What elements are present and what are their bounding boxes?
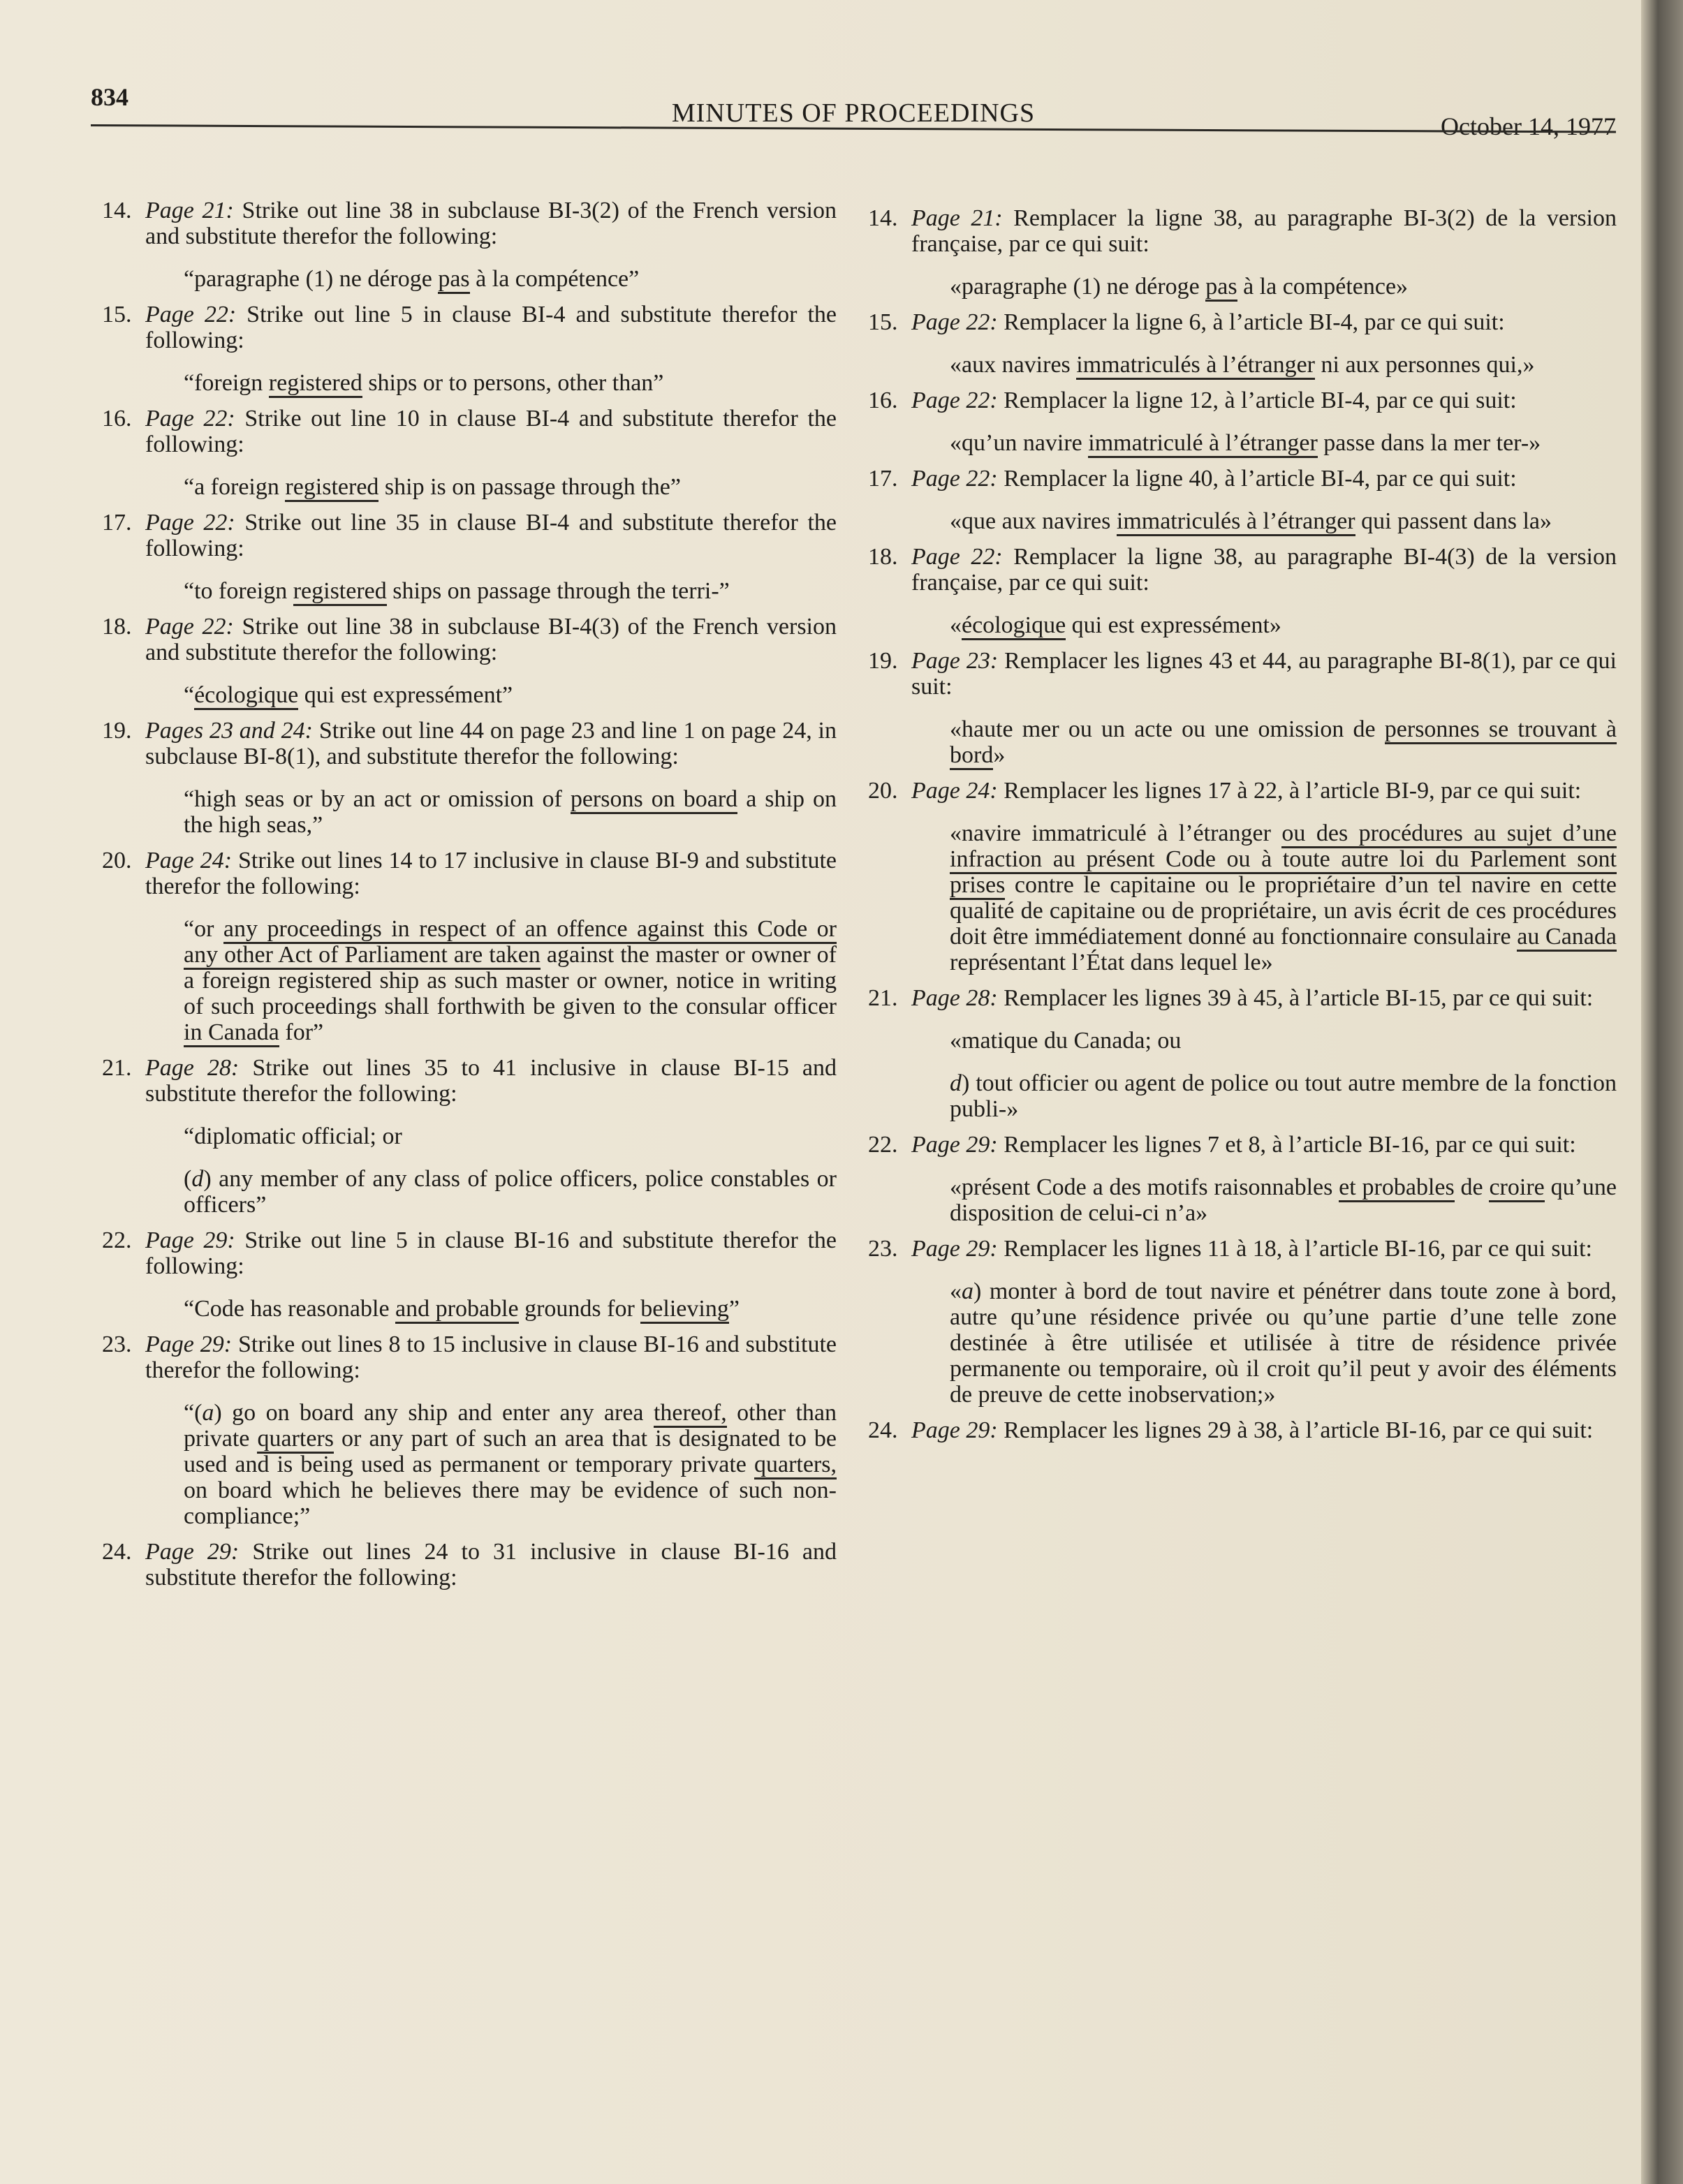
item-number: 18. — [102, 614, 132, 640]
page-reference: Page 22: — [145, 614, 234, 640]
underlined-amendment: pas — [438, 266, 469, 294]
instruction-text: Remplacer la ligne 12, à l’article BI-4, par ce qui suit: — [997, 388, 1517, 413]
quote-text: «matique du Canada; ou — [950, 1028, 1182, 1054]
item-number: 24. — [868, 1417, 898, 1443]
page-reference: Page 29: — [911, 1417, 998, 1443]
page-reference: Page 22: — [911, 466, 998, 492]
page-reference: Pages 23 and 24: — [145, 718, 313, 744]
replacement-text — [848, 1278, 1617, 1408]
item-number: 14. — [868, 205, 898, 231]
replacement-text — [848, 716, 1617, 768]
replacement-text — [82, 266, 837, 292]
quote-text: «haute mer ou un acte ou une omission de — [950, 716, 1385, 742]
quote-text: à la compétence» — [1237, 274, 1409, 300]
item-number: 16. — [102, 406, 132, 431]
quote-text: ni aux personnes qui,» — [1315, 352, 1535, 378]
item-number: 24. — [102, 1539, 132, 1565]
quote-text: passe dans la mer ter-» — [1317, 430, 1541, 456]
instruction-text: Remplacer les lignes 43 et 44, au paragraphe BI-8(1), par ce qui suit: — [911, 648, 1617, 700]
underlined-amendment: thereof, — [654, 1400, 727, 1428]
instruction-text: Strike out line 38 in subclause BI-4(3) of the French version and substitute therefor the following: — [145, 614, 837, 665]
underlined-amendment: and probable — [395, 1296, 519, 1324]
item-number: 15. — [868, 309, 898, 335]
underlined-amendment: pas — [1205, 274, 1237, 302]
amendment-item — [848, 1417, 1617, 1443]
amendment-item — [82, 1331, 837, 1529]
amendment-item — [848, 205, 1617, 300]
amendment-instruction — [82, 302, 837, 353]
item-number: 22. — [868, 1132, 898, 1158]
amendment-item — [82, 510, 837, 604]
quote-text: “or — [184, 916, 223, 942]
underlined-amendment: ou des procédures au sujet d’une infraction au présent Code ou à toute autre loi du Parlement sont prises — [950, 820, 1617, 900]
quote-text: «aux navires — [950, 352, 1077, 378]
item-number: 20. — [102, 848, 132, 873]
item-number: 19. — [868, 648, 898, 674]
quote-text: or any part of such an area that is designated to be used and is being used as permanent or temporary private — [184, 1426, 837, 1477]
quote-text: ships on passage through the terri-” — [386, 578, 730, 604]
quote-text: ship is on passage through the” — [379, 474, 681, 500]
amendment-item — [848, 388, 1617, 456]
amendment-instruction — [848, 1417, 1617, 1443]
paragraph-letter: d — [950, 1070, 962, 1096]
amendment-instruction — [848, 309, 1617, 335]
item-number: 23. — [868, 1236, 898, 1262]
quote-text: » — [993, 742, 1006, 768]
amendment-item — [82, 302, 837, 396]
instruction-text: Remplacer les lignes 11 à 18, à l’article BI-16, par ce qui suit: — [997, 1236, 1592, 1262]
instruction-text: Remplacer les lignes 39 à 45, à l’article BI-15, par ce qui suit: — [997, 985, 1594, 1011]
instruction-text: Strike out line 38 in subclause BI-3(2) of the French version and substitute therefor the following: — [145, 198, 837, 249]
underlined-amendment: croire — [1489, 1174, 1544, 1202]
page-reference: Page 29: — [145, 1331, 233, 1357]
item-number: 21. — [102, 1055, 132, 1081]
instruction-text: Strike out line 44 on page 23 and line 1 on page 24, in subclause BI-8(1), and substitute therefor the following: — [145, 718, 837, 769]
underlined-amendment: immatriculés à l’étranger — [1076, 352, 1315, 380]
underlined-amendment: registered — [285, 474, 379, 502]
page-reference: Page 24: — [145, 848, 233, 873]
quote-text: ) monter à bord de tout navire et pénétrer dans toute zone à bord, autre qu’une résidence privée ou qu’une partie d’une telle zone destinée à être utilisée et utilisée à titre de résidence privée permanente ou temporaire, où il croit qu’il peut y avoir des éléments de preuve de cette inobservation;» — [950, 1278, 1617, 1408]
item-number: 17. — [102, 510, 132, 536]
quote-text: “diplomatic official; or — [184, 1123, 402, 1149]
quote-text: à la compétence” — [469, 266, 640, 292]
quote-text: ships or to persons, other than” — [362, 370, 664, 396]
underlined-amendment: believing — [640, 1296, 729, 1324]
quote-text: ) go on board any ship and enter any area — [214, 1400, 654, 1426]
underlined-amendment: registered — [269, 370, 362, 398]
page-reference: Page 29: — [911, 1132, 998, 1158]
replacement-text — [82, 578, 837, 604]
item-number: 16. — [868, 388, 898, 413]
english-column — [82, 198, 837, 1598]
amendment-instruction — [82, 1227, 837, 1279]
quote-text: «paragraphe (1) ne déroge — [950, 274, 1206, 300]
quote-text: contre le capitaine ou le propriétaire d’un tel navire en cette qualité de capitaine ou de propriétaire, un avis écrit de ces procédures doit être immédiatement donné au fonctionnaire consulaire — [950, 872, 1617, 950]
page-reference: Page 22: — [145, 302, 237, 327]
amendment-instruction — [82, 1539, 837, 1591]
instruction-text: Remplacer la ligne 6, à l’article BI-4, par ce qui suit: — [997, 309, 1505, 335]
quote-text: “foreign — [184, 370, 269, 396]
amendment-instruction — [82, 1055, 837, 1107]
underlined-amendment: immatriculé à l’étranger — [1088, 430, 1318, 458]
quote-text: grounds for — [518, 1296, 641, 1322]
item-number: 15. — [102, 302, 132, 327]
amendment-item — [848, 1236, 1617, 1408]
instruction-text: Strike out lines 24 to 31 inclusive in clause BI-16 and substitute therefor the following: — [145, 1539, 837, 1591]
instruction-text: Strike out line 35 in clause BI-4 and substitute therefor the following: — [145, 510, 837, 561]
quote-text: représentant l’État dans lequel le» — [950, 950, 1273, 975]
quote-text: « — [950, 1278, 962, 1304]
instruction-text: Strike out lines 35 to 41 inclusive in clause BI-15 and substitute therefor the following: — [145, 1055, 837, 1107]
amendment-item — [82, 718, 837, 838]
underlined-amendment: et probables — [1339, 1174, 1455, 1202]
instruction-text: Remplacer la ligne 38, au paragraphe BI-4(3) de la version française, par ce qui suit: — [911, 544, 1617, 596]
replacement-text — [82, 682, 837, 708]
quote-text: “( — [184, 1400, 203, 1426]
amendment-item — [82, 406, 837, 500]
amendment-instruction — [848, 466, 1617, 492]
french-column — [848, 205, 1617, 1450]
header-date: October 14, 1977 — [1441, 112, 1616, 140]
quote-text: ) any member of any class of police officers, police constables or officers” — [184, 1166, 837, 1218]
page-reference: Page 21: — [911, 205, 1003, 231]
quote-text: «qu’un navire — [950, 430, 1089, 456]
instruction-text: Strike out line 5 in clause BI-4 and substitute therefor the following: — [145, 302, 837, 353]
quote-text: ) tout officier ou agent de police ou tout autre membre de la fonction publi-» — [950, 1070, 1617, 1122]
quote-text: a ship on the high seas,” — [184, 786, 837, 838]
underlined-amendment: in Canada — [184, 1019, 279, 1047]
item-number: 19. — [102, 718, 132, 744]
page-edge — [1641, 0, 1683, 2184]
quote-text: on board which he believes there may be evidence of such non-compliance;” — [184, 1477, 837, 1529]
page-reference: Page 22: — [911, 309, 998, 335]
page-reference: Page 22: — [145, 510, 235, 536]
instruction-text: Remplacer les lignes 17 à 22, à l’article BI-9, par ce qui suit: — [997, 778, 1582, 804]
instruction-text: Strike out lines 14 to 17 inclusive in clause BI-9 and substitute therefor the following: — [145, 848, 837, 899]
amendment-item — [82, 848, 837, 1045]
instruction-text: Strike out line 5 in clause BI-16 and substitute therefor the following: — [145, 1227, 837, 1279]
underlined-amendment: écologique — [962, 612, 1066, 640]
amendment-item — [848, 778, 1617, 975]
page-reference: Page 23: — [911, 648, 999, 674]
quote-text: «que aux navires — [950, 508, 1117, 534]
amendment-instruction — [848, 778, 1617, 804]
page-reference: Page 28: — [911, 985, 998, 1011]
amendment-instruction — [82, 1331, 837, 1383]
replacement-text — [848, 352, 1617, 378]
amendment-instruction — [82, 198, 837, 249]
page-reference: Page 24: — [911, 778, 998, 804]
underlined-amendment: registered — [293, 578, 387, 606]
quote-text: “to foreign — [184, 578, 293, 604]
page-reference: Page 28: — [145, 1055, 240, 1081]
item-number: 22. — [102, 1227, 132, 1253]
item-number: 14. — [102, 198, 132, 223]
quote-text: ( — [184, 1166, 192, 1192]
quote-text: ” — [728, 1296, 740, 1322]
replacement-text — [848, 612, 1617, 638]
amendment-item — [82, 1055, 837, 1218]
amendment-instruction — [82, 718, 837, 769]
quote-text: against the master or owner of a foreign registered ship as such master or owner, notice in writing of such proceedings shall forthwith be given to the consular officer — [184, 942, 837, 1019]
item-number: 21. — [868, 985, 898, 1011]
page-reference: Page 22: — [145, 406, 235, 431]
item-number: 17. — [868, 466, 898, 492]
instruction-text: Strike out lines 8 to 15 inclusive in clause BI-16 and substitute therefor the following: — [145, 1331, 837, 1383]
paragraph-letter: d — [191, 1166, 204, 1192]
page-reference: Page 21: — [145, 198, 234, 223]
quote-text: qui est expressément» — [1066, 612, 1281, 638]
item-number: 20. — [868, 778, 898, 804]
quote-text: de — [1454, 1174, 1490, 1200]
amendment-instruction — [82, 614, 837, 665]
amendment-item — [848, 648, 1617, 768]
replacement-text — [82, 1400, 837, 1529]
page-reference: Page 22: — [911, 388, 998, 413]
underlined-amendment: quarters, — [754, 1452, 837, 1480]
instruction-text: Remplacer la ligne 38, au paragraphe BI-3(2) de la version française, par ce qui suit: — [911, 205, 1617, 257]
amendment-item — [848, 544, 1617, 638]
amendment-instruction — [848, 1236, 1617, 1262]
page-reference: Page 29: — [145, 1539, 240, 1565]
replacement-text — [848, 274, 1617, 300]
instruction-text: Remplacer les lignes 29 à 38, à l’article BI-16, par ce qui suit: — [997, 1417, 1594, 1443]
running-title: MINUTES OF PROCEEDINGS — [671, 98, 1036, 128]
underlined-amendment: persons on board — [571, 786, 737, 814]
amendment-instruction — [848, 1132, 1617, 1158]
instruction-text: Strike out line 10 in clause BI-4 and substitute therefor the following: — [145, 406, 837, 457]
underlined-amendment: quarters — [257, 1426, 334, 1454]
replacement-text — [82, 1123, 837, 1149]
quote-text: «présent Code a des motifs raisonnables — [950, 1174, 1339, 1200]
amendment-item — [82, 614, 837, 708]
amendment-item — [848, 466, 1617, 534]
amendment-item — [848, 985, 1617, 1122]
quote-text: “paragraphe (1) ne déroge — [184, 266, 439, 292]
amendment-item — [848, 1132, 1617, 1226]
underlined-amendment: any proceedings in respect of an offence against this Code or any other Act of Parliament are taken — [184, 916, 837, 970]
quote-text: « — [950, 612, 962, 638]
amendment-item — [848, 309, 1617, 378]
page-number: 834 — [91, 83, 128, 111]
quote-text: «navire immatriculé à l’étranger — [950, 820, 1282, 846]
quote-text: qui passent dans la» — [1355, 508, 1552, 534]
underlined-amendment: écologique — [194, 682, 298, 710]
page-reference: Page 29: — [145, 1227, 235, 1253]
underlined-amendment: immatriculés à l’étranger — [1117, 508, 1355, 536]
underlined-amendment: au Canada — [1517, 924, 1617, 952]
amendment-instruction — [848, 388, 1617, 413]
instruction-text: Remplacer la ligne 40, à l’article BI-4, par ce qui suit: — [997, 466, 1517, 492]
replacement-text — [848, 430, 1617, 456]
quote-text: other than private — [184, 1400, 837, 1452]
replacement-text — [848, 1028, 1617, 1054]
quote-text: “high seas or by an act or omission of — [184, 786, 571, 812]
amendment-instruction — [848, 205, 1617, 257]
amendment-item — [82, 198, 837, 292]
replacement-text — [82, 1166, 837, 1218]
quote-text: for” — [279, 1019, 324, 1045]
quote-text: “a foreign — [184, 474, 286, 500]
paragraph-letter: a — [202, 1400, 214, 1426]
quote-text: qu’une disposition de celui-ci n’a» — [950, 1174, 1617, 1226]
amendment-instruction — [848, 985, 1617, 1011]
replacement-text — [82, 1296, 837, 1322]
replacement-text — [848, 508, 1617, 534]
underlined-amendment: personnes se trouvant à bord — [950, 716, 1617, 770]
replacement-text — [848, 1070, 1617, 1122]
replacement-text — [82, 474, 837, 500]
instruction-text: Remplacer les lignes 7 et 8, à l’article BI-16, par ce qui suit: — [997, 1132, 1576, 1158]
page-reference: Page 22: — [911, 544, 1003, 570]
quote-text: “ — [184, 682, 195, 708]
amendment-instruction — [82, 510, 837, 561]
replacement-text — [848, 1174, 1617, 1226]
replacement-text — [82, 370, 837, 396]
replacement-text — [848, 820, 1617, 975]
replacement-text — [82, 916, 837, 1045]
amendment-instruction — [848, 544, 1617, 596]
amendment-instruction — [848, 648, 1617, 700]
item-number: 18. — [868, 544, 898, 570]
replacement-text — [82, 786, 837, 838]
quote-text: qui est expressément” — [298, 682, 513, 708]
paragraph-letter: a — [962, 1278, 973, 1304]
amendment-instruction — [82, 406, 837, 457]
amendment-item — [82, 1539, 837, 1591]
item-number: 23. — [102, 1331, 132, 1357]
page-reference: Page 29: — [911, 1236, 998, 1262]
quote-text: “Code has reasonable — [184, 1296, 396, 1322]
amendment-instruction — [82, 848, 837, 899]
amendment-item — [82, 1227, 837, 1322]
